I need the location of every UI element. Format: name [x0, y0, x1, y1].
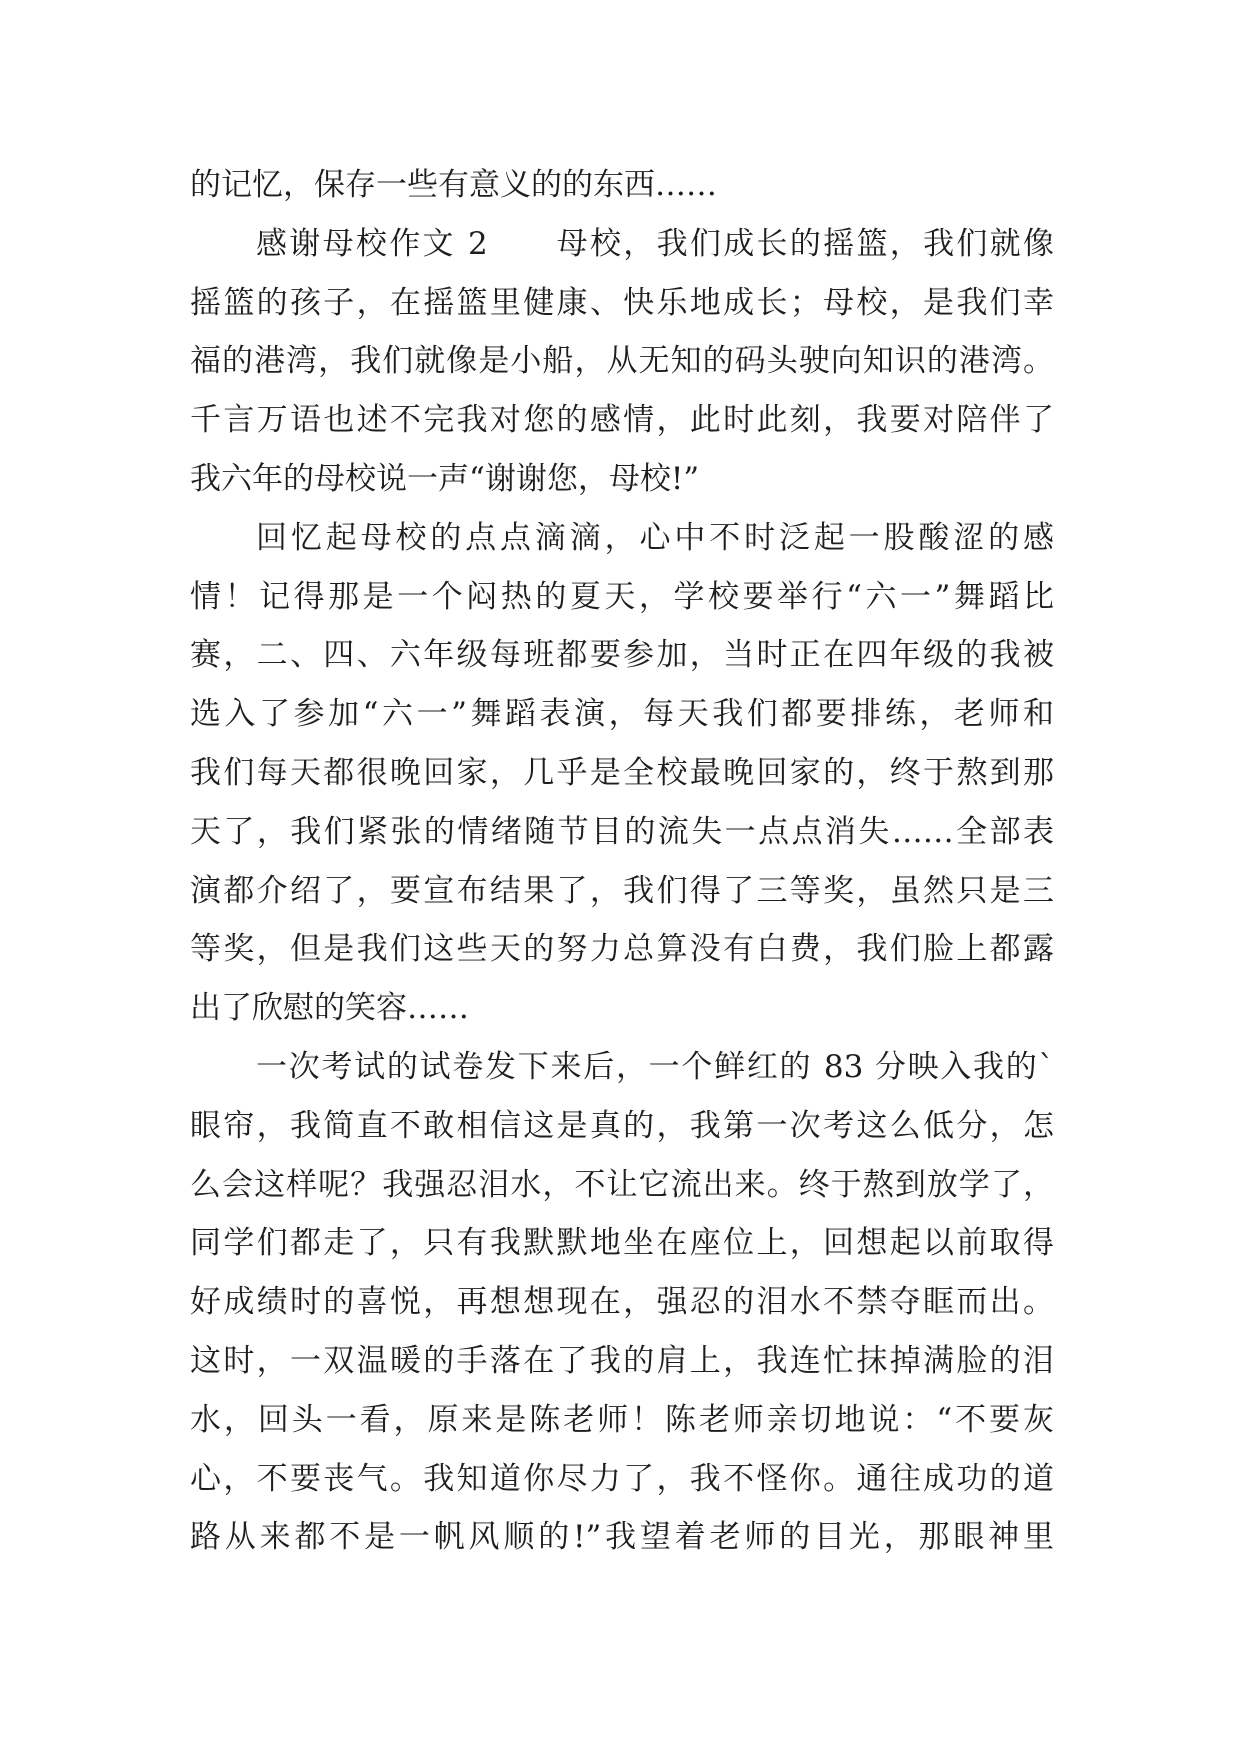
- paragraph-dance-memory: [190, 509, 1054, 1038]
- text-line: 水，回头一看，原来是陈老师！陈老师亲切地说：“不要灰: [190, 1401, 1054, 1438]
- text-line: 我六年的母校说一声“谢谢您，母校!”: [190, 460, 700, 497]
- text-line: 心，不要丧气。我知道你尽力了，我不怪你。通往成功的道: [190, 1460, 1054, 1497]
- paragraph-continuation: [190, 156, 1054, 215]
- text-line: 千言万语也述不完我对您的感情，此时此刻，我要对陪伴了: [190, 402, 1054, 439]
- text-line: 出了欣慰的笑容……: [190, 990, 469, 1027]
- text-line: 的记忆，保存一些有意义的的东西……: [190, 167, 717, 203]
- body-text: [190, 156, 1054, 1567]
- text-line: 福的港湾，我们就像是小船，从无知的码头驶向知识的港湾。: [190, 343, 1054, 380]
- text-line: 回忆起母校的点点滴滴，心中不时泛起一股酸涩的感: [256, 519, 1054, 556]
- text-line: 选入了参加“六一”舞蹈表演，每天我们都要排练，老师和: [190, 696, 1054, 733]
- paragraph-essay-2-intro: [190, 215, 1054, 509]
- text-line: 我们每天都很晚回家，几乎是全校最晚回家的，终于熬到那: [190, 754, 1054, 791]
- text-line: 天了，我们紧张的情绪随节目的流失一点点消失……全部表: [190, 813, 1054, 850]
- text-line: 一次考试的试卷发下来后，一个鲜红的 83 分映入我的`: [256, 1048, 1054, 1085]
- text-line: 这时，一双温暖的手落在了我的肩上，我连忙抹掉满脸的泪: [190, 1342, 1054, 1379]
- text-line: 演都介绍了，要宣布结果了，我们得了三等奖，虽然只是三: [190, 872, 1054, 909]
- text-line: 么会这样呢？我强忍泪水，不让它流出来。终于熬到放学了，: [190, 1166, 1054, 1203]
- text-line: 摇篮的孩子，在摇篮里健康、快乐地成长；母校，是我们幸: [190, 284, 1054, 321]
- text-line: 眼帘，我简直不敢相信这是真的，我第一次考这么低分，怎: [190, 1107, 1054, 1144]
- text-line: 等奖，但是我们这些天的努力总算没有白费，我们脸上都露: [190, 931, 1054, 968]
- text-line: 赛，二、四、六年级每班都要参加，当时正在四年级的我被: [190, 637, 1054, 674]
- text-line: 好成绩时的喜悦，再想想现在，强忍的泪水不禁夺眶而出。: [190, 1284, 1054, 1321]
- text-line: 同学们都走了，只有我默默地坐在座位上，回想起以前取得: [190, 1225, 1054, 1262]
- text-line: 情！记得那是一个闷热的夏天，学校要举行“六一”舞蹈比: [190, 578, 1054, 615]
- paragraph-exam-memory: [190, 1038, 1054, 1567]
- text-line: 感谢母校作文 2 母校，我们成长的摇篮，我们就像: [256, 225, 1054, 262]
- text-line: 路从来都不是一帆风顺的!”我望着老师的目光，那眼神里: [190, 1519, 1054, 1556]
